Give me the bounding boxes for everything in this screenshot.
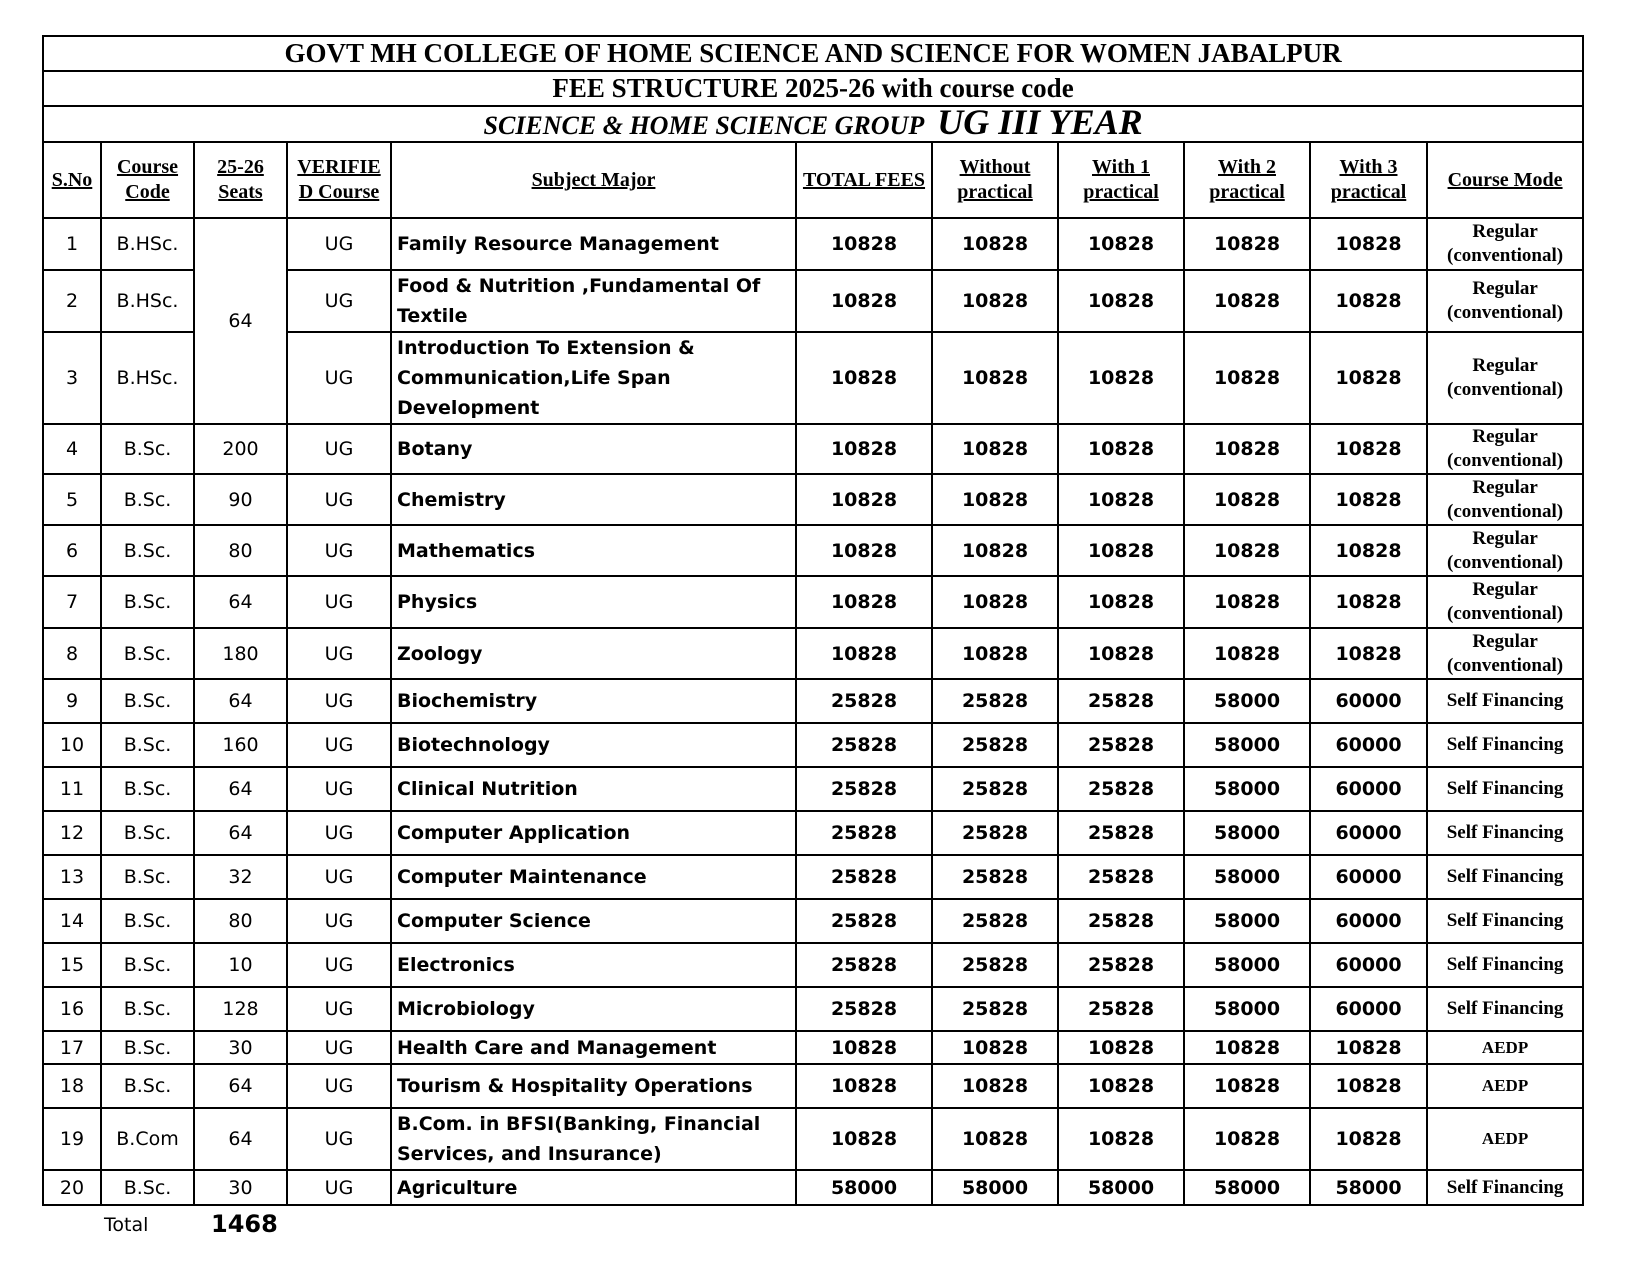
course-code-cell: B.Sc.	[101, 899, 194, 943]
verified-course-cell: UG	[287, 943, 391, 987]
subject-major-cell: Clinical Nutrition	[391, 767, 796, 811]
verified-course-cell: UG	[287, 855, 391, 899]
subject-major-cell: Introduction To Extension & Communication,Life Span Development	[391, 332, 796, 424]
subject-major-cell: Zoology	[391, 628, 796, 679]
course-mode-cell: Self Financing	[1427, 679, 1583, 723]
with-3-practical-cell: 60000	[1310, 855, 1427, 899]
verified-course-cell: UG	[287, 987, 391, 1031]
total-fees-cell: 25828	[796, 723, 932, 767]
course-mode-cell: Self Financing	[1427, 723, 1583, 767]
with-3-practical-cell: 60000	[1310, 987, 1427, 1031]
header-sno: S.No	[43, 142, 101, 218]
sno-cell: 11	[43, 767, 101, 811]
verified-course-cell: UG	[287, 628, 391, 679]
with-1-practical-cell: 10828	[1058, 628, 1184, 679]
course-code-cell: B.Sc.	[101, 1031, 194, 1064]
total-fees-cell: 10828	[796, 218, 932, 270]
without-practical-cell: 10828	[932, 270, 1058, 332]
with-1-practical-cell: 25828	[1058, 723, 1184, 767]
seats-cell: 64	[194, 576, 287, 628]
table-row	[43, 1031, 1583, 1064]
seats-cell: 180	[194, 628, 287, 679]
total-fees-cell: 10828	[796, 332, 932, 424]
sno-cell: 1	[43, 218, 101, 270]
with-3-practical-cell: 10828	[1310, 628, 1427, 679]
seats-cell: 64	[194, 1064, 287, 1108]
course-mode-cell: Regular (conventional)	[1427, 332, 1583, 424]
sno-cell: 3	[43, 332, 101, 424]
header-with-2-practical: With 2 practical	[1184, 142, 1310, 218]
column-headers	[43, 142, 1583, 218]
table-row	[43, 628, 1583, 679]
total-fees-cell: 25828	[796, 811, 932, 855]
with-3-practical-cell: 60000	[1310, 679, 1427, 723]
subject-major-cell: Biochemistry	[391, 679, 796, 723]
total-fees-cell: 10828	[796, 1031, 932, 1064]
with-1-practical-cell: 58000	[1058, 1170, 1184, 1205]
with-2-practical-cell: 10828	[1184, 270, 1310, 332]
course-code-cell: B.Sc.	[101, 811, 194, 855]
with-1-practical-cell: 10828	[1058, 332, 1184, 424]
course-code-cell: B.Sc.	[101, 943, 194, 987]
with-1-practical-cell: 25828	[1058, 899, 1184, 943]
without-practical-cell: 25828	[932, 811, 1058, 855]
course-code-cell: B.Sc.	[101, 1170, 194, 1205]
sno-cell: 15	[43, 943, 101, 987]
course-mode-cell: Self Financing	[1427, 855, 1583, 899]
without-practical-cell: 25828	[932, 899, 1058, 943]
course-code-cell: B.Sc.	[101, 723, 194, 767]
with-3-practical-cell: 10828	[1310, 332, 1427, 424]
total-fees-cell: 10828	[796, 1064, 932, 1108]
subject-major-cell: Microbiology	[391, 987, 796, 1031]
seats-cell: 200	[194, 424, 287, 474]
course-mode-cell: Regular (conventional)	[1427, 270, 1583, 332]
subject-major-cell: Tourism & Hospitality Operations	[391, 1064, 796, 1108]
sno-cell: 9	[43, 679, 101, 723]
with-2-practical-cell: 58000	[1184, 899, 1310, 943]
with-1-practical-cell: 25828	[1058, 943, 1184, 987]
total-fees-cell: 25828	[796, 987, 932, 1031]
total-fees-cell: 58000	[796, 1170, 932, 1205]
subject-major-cell: Computer Science	[391, 899, 796, 943]
with-1-practical-cell: 10828	[1058, 1031, 1184, 1064]
without-practical-cell: 10828	[932, 218, 1058, 270]
with-2-practical-cell: 10828	[1184, 1108, 1310, 1170]
sno-cell: 17	[43, 1031, 101, 1064]
course-mode-cell: Self Financing	[1427, 899, 1583, 943]
table-row	[43, 723, 1583, 767]
seats-cell: 30	[194, 1170, 287, 1205]
course-mode-cell: Regular (conventional)	[1427, 525, 1583, 576]
table-row	[43, 767, 1583, 811]
seats-cell: 30	[194, 1031, 287, 1064]
with-3-practical-cell: 10828	[1310, 525, 1427, 576]
seats-cell: 64	[194, 811, 287, 855]
with-2-practical-cell: 58000	[1184, 723, 1310, 767]
with-2-practical-cell: 58000	[1184, 1170, 1310, 1205]
table-row	[43, 424, 1583, 474]
verified-course-cell: UG	[287, 474, 391, 525]
sno-cell: 2	[43, 270, 101, 332]
with-3-practical-cell: 10828	[1310, 218, 1427, 270]
with-3-practical-cell: 60000	[1310, 899, 1427, 943]
course-code-cell: B.HSc.	[101, 218, 194, 270]
with-2-practical-cell: 58000	[1184, 811, 1310, 855]
sno-cell: 19	[43, 1108, 101, 1170]
sno-cell: 6	[43, 525, 101, 576]
sno-cell: 8	[43, 628, 101, 679]
course-code-cell: B.HSc.	[101, 270, 194, 332]
sno-cell: 5	[43, 474, 101, 525]
with-2-practical-cell: 58000	[1184, 679, 1310, 723]
course-code-cell: B.Sc.	[101, 576, 194, 628]
course-mode-cell: Regular (conventional)	[1427, 218, 1583, 270]
fee-table	[42, 35, 1584, 1206]
with-1-practical-cell: 25828	[1058, 855, 1184, 899]
seats-cell: 80	[194, 899, 287, 943]
with-2-practical-cell: 10828	[1184, 474, 1310, 525]
without-practical-cell: 10828	[932, 424, 1058, 474]
course-code-cell: B.Com	[101, 1108, 194, 1170]
course-code-cell: B.HSc.	[101, 332, 194, 424]
with-3-practical-cell: 60000	[1310, 943, 1427, 987]
college-title: GOVT MH COLLEGE OF HOME SCIENCE AND SCIENCE FOR WOMEN JABALPUR	[43, 36, 1583, 71]
seats-cell: 160	[194, 723, 287, 767]
with-2-practical-cell: 10828	[1184, 332, 1310, 424]
total-fees-cell: 25828	[796, 767, 932, 811]
table-row	[43, 1170, 1583, 1205]
seats-cell: 10	[194, 943, 287, 987]
without-practical-cell: 25828	[932, 987, 1058, 1031]
verified-course-cell: UG	[287, 811, 391, 855]
sno-cell: 7	[43, 576, 101, 628]
with-1-practical-cell: 10828	[1058, 1108, 1184, 1170]
verified-course-cell: UG	[287, 1031, 391, 1064]
with-2-practical-cell: 10828	[1184, 1064, 1310, 1108]
subject-major-cell: Electronics	[391, 943, 796, 987]
course-code-cell: B.Sc.	[101, 855, 194, 899]
table-row	[43, 1064, 1583, 1108]
sno-cell: 14	[43, 899, 101, 943]
table-row	[43, 943, 1583, 987]
verified-course-cell: UG	[287, 1170, 391, 1205]
subject-major-cell: Agriculture	[391, 1170, 796, 1205]
with-3-practical-cell: 10828	[1310, 270, 1427, 332]
course-mode-cell: Self Financing	[1427, 767, 1583, 811]
table-row	[43, 811, 1583, 855]
subject-major-cell: Biotechnology	[391, 723, 796, 767]
course-mode-cell: Self Financing	[1427, 1170, 1583, 1205]
verified-course-cell: UG	[287, 1064, 391, 1108]
table-row	[43, 218, 1583, 270]
header-total-fees: TOTAL FEES	[796, 142, 932, 218]
without-practical-cell: 10828	[932, 1031, 1058, 1064]
course-mode-cell: AEDP	[1427, 1108, 1583, 1170]
table-row	[43, 855, 1583, 899]
with-1-practical-cell: 25828	[1058, 987, 1184, 1031]
with-3-practical-cell: 58000	[1310, 1170, 1427, 1205]
header-seats: 25-26 Seats	[194, 142, 287, 218]
with-3-practical-cell: 60000	[1310, 767, 1427, 811]
without-practical-cell: 10828	[932, 576, 1058, 628]
table-row	[43, 576, 1583, 628]
sno-cell: 4	[43, 424, 101, 474]
subject-major-cell: Chemistry	[391, 474, 796, 525]
fee-structure-subtitle: FEE STRUCTURE 2025-26 with course code	[43, 71, 1583, 106]
course-code-cell: B.Sc.	[101, 679, 194, 723]
with-2-practical-cell: 10828	[1184, 628, 1310, 679]
without-practical-cell: 25828	[932, 723, 1058, 767]
sno-cell: 16	[43, 987, 101, 1031]
seats-cell: 90	[194, 474, 287, 525]
table-row	[43, 474, 1583, 525]
header-course-code: Course Code	[101, 142, 194, 218]
with-3-practical-cell: 60000	[1310, 723, 1427, 767]
verified-course-cell: UG	[287, 679, 391, 723]
with-1-practical-cell: 10828	[1058, 270, 1184, 332]
header-with-3-practical: With 3 practical	[1310, 142, 1427, 218]
with-2-practical-cell: 58000	[1184, 987, 1310, 1031]
header-subject-major: Subject Major	[391, 142, 796, 218]
without-practical-cell: 10828	[932, 1108, 1058, 1170]
total-fees-cell: 10828	[796, 1108, 932, 1170]
course-mode-cell: Regular (conventional)	[1427, 424, 1583, 474]
course-mode-cell: Regular (conventional)	[1427, 474, 1583, 525]
without-practical-cell: 25828	[932, 767, 1058, 811]
verified-course-cell: UG	[287, 576, 391, 628]
with-1-practical-cell: 10828	[1058, 1064, 1184, 1108]
total-fees-cell: 25828	[796, 679, 932, 723]
total-fees-cell: 25828	[796, 943, 932, 987]
sno-cell: 10	[43, 723, 101, 767]
without-practical-cell: 58000	[932, 1170, 1058, 1205]
fee-structure-sheet	[42, 35, 1582, 1206]
with-2-practical-cell: 58000	[1184, 943, 1310, 987]
without-practical-cell: 10828	[932, 474, 1058, 525]
verified-course-cell: UG	[287, 424, 391, 474]
seats-cell: 32	[194, 855, 287, 899]
group-heading	[43, 106, 1583, 142]
course-code-cell: B.Sc.	[101, 525, 194, 576]
header-without-practical: Without practical	[932, 142, 1058, 218]
without-practical-cell: 10828	[932, 525, 1058, 576]
with-2-practical-cell: 10828	[1184, 424, 1310, 474]
course-mode-cell: Regular (conventional)	[1427, 628, 1583, 679]
with-1-practical-cell: 10828	[1058, 576, 1184, 628]
with-2-practical-cell: 58000	[1184, 855, 1310, 899]
without-practical-cell: 25828	[932, 679, 1058, 723]
without-practical-cell: 25828	[932, 855, 1058, 899]
with-1-practical-cell: 10828	[1058, 474, 1184, 525]
seats-cell: 64	[194, 1108, 287, 1170]
with-3-practical-cell: 10828	[1310, 1064, 1427, 1108]
total-fees-cell: 10828	[796, 525, 932, 576]
verified-course-cell: UG	[287, 270, 391, 332]
subject-major-cell: Physics	[391, 576, 796, 628]
subject-major-cell: Health Care and Management	[391, 1031, 796, 1064]
subject-major-cell: Botany	[391, 424, 796, 474]
course-code-cell: B.Sc.	[101, 987, 194, 1031]
sno-cell: 13	[43, 855, 101, 899]
without-practical-cell: 10828	[932, 332, 1058, 424]
subject-major-cell: Family Resource Management	[391, 218, 796, 270]
sno-cell: 20	[43, 1170, 101, 1205]
without-practical-cell: 25828	[932, 943, 1058, 987]
verified-course-cell: UG	[287, 1108, 391, 1170]
seats-cell: 80	[194, 525, 287, 576]
course-mode-cell: Self Financing	[1427, 987, 1583, 1031]
course-mode-cell: Regular (conventional)	[1427, 576, 1583, 628]
verified-course-cell: UG	[287, 218, 391, 270]
total-fees-cell: 10828	[796, 270, 932, 332]
subject-major-cell: Computer Application	[391, 811, 796, 855]
total-seats-value: 1468	[211, 1210, 278, 1238]
table-row	[43, 899, 1583, 943]
without-practical-cell: 10828	[932, 1064, 1058, 1108]
with-2-practical-cell: 58000	[1184, 767, 1310, 811]
verified-course-cell: UG	[287, 767, 391, 811]
with-1-practical-cell: 10828	[1058, 525, 1184, 576]
with-1-practical-cell: 25828	[1058, 811, 1184, 855]
course-code-cell: B.Sc.	[101, 1064, 194, 1108]
seats-cell: 64	[194, 767, 287, 811]
with-1-practical-cell: 25828	[1058, 767, 1184, 811]
total-fees-cell: 25828	[796, 899, 932, 943]
total-fees-cell: 10828	[796, 474, 932, 525]
course-mode-cell: Self Financing	[1427, 811, 1583, 855]
total-fees-cell: 10828	[796, 628, 932, 679]
subject-major-cell: Computer Maintenance	[391, 855, 796, 899]
seats-cell: 128	[194, 987, 287, 1031]
course-mode-cell: AEDP	[1427, 1031, 1583, 1064]
year-label: UG III YEAR	[937, 106, 1143, 142]
header-verified-course: VERIFIED Course	[287, 142, 391, 218]
subject-major-cell: Mathematics	[391, 525, 796, 576]
verified-course-cell: UG	[287, 332, 391, 424]
verified-course-cell: UG	[287, 899, 391, 943]
with-2-practical-cell: 10828	[1184, 525, 1310, 576]
subject-major-cell: Food & Nutrition ,Fundamental Of Textile	[391, 270, 796, 332]
total-fees-cell: 25828	[796, 855, 932, 899]
seats-cell: 64	[194, 679, 287, 723]
with-2-practical-cell: 10828	[1184, 576, 1310, 628]
with-3-practical-cell: 10828	[1310, 1031, 1427, 1064]
header-course-mode: Course Mode	[1427, 142, 1583, 218]
sno-cell: 12	[43, 811, 101, 855]
course-code-cell: B.Sc.	[101, 474, 194, 525]
subject-major-cell: B.Com. in BFSI(Banking, Financial Services, and Insurance)	[391, 1108, 796, 1170]
with-1-practical-cell: 25828	[1058, 679, 1184, 723]
seats-cell: 64	[194, 218, 287, 424]
total-fees-cell: 10828	[796, 576, 932, 628]
table-row	[43, 987, 1583, 1031]
with-2-practical-cell: 10828	[1184, 218, 1310, 270]
course-mode-cell: Self Financing	[1427, 943, 1583, 987]
course-mode-cell: AEDP	[1427, 1064, 1583, 1108]
course-code-cell: B.Sc.	[101, 767, 194, 811]
sno-cell: 18	[43, 1064, 101, 1108]
with-1-practical-cell: 10828	[1058, 424, 1184, 474]
group-label: SCIENCE & HOME SCIENCE GROUP	[483, 111, 925, 140]
table-row	[43, 525, 1583, 576]
course-code-cell: B.Sc.	[101, 424, 194, 474]
with-3-practical-cell: 10828	[1310, 1108, 1427, 1170]
verified-course-cell: UG	[287, 525, 391, 576]
with-3-practical-cell: 10828	[1310, 424, 1427, 474]
with-3-practical-cell: 60000	[1310, 811, 1427, 855]
with-1-practical-cell: 10828	[1058, 218, 1184, 270]
with-3-practical-cell: 10828	[1310, 576, 1427, 628]
total-fees-cell: 10828	[796, 424, 932, 474]
with-2-practical-cell: 10828	[1184, 1031, 1310, 1064]
course-code-cell: B.Sc.	[101, 628, 194, 679]
table-row	[43, 1108, 1583, 1170]
total-label: Total	[104, 1214, 149, 1236]
verified-course-cell: UG	[287, 723, 391, 767]
without-practical-cell: 10828	[932, 628, 1058, 679]
table-row	[43, 679, 1583, 723]
header-with-1-practical: With 1 practical	[1058, 142, 1184, 218]
with-3-practical-cell: 10828	[1310, 474, 1427, 525]
